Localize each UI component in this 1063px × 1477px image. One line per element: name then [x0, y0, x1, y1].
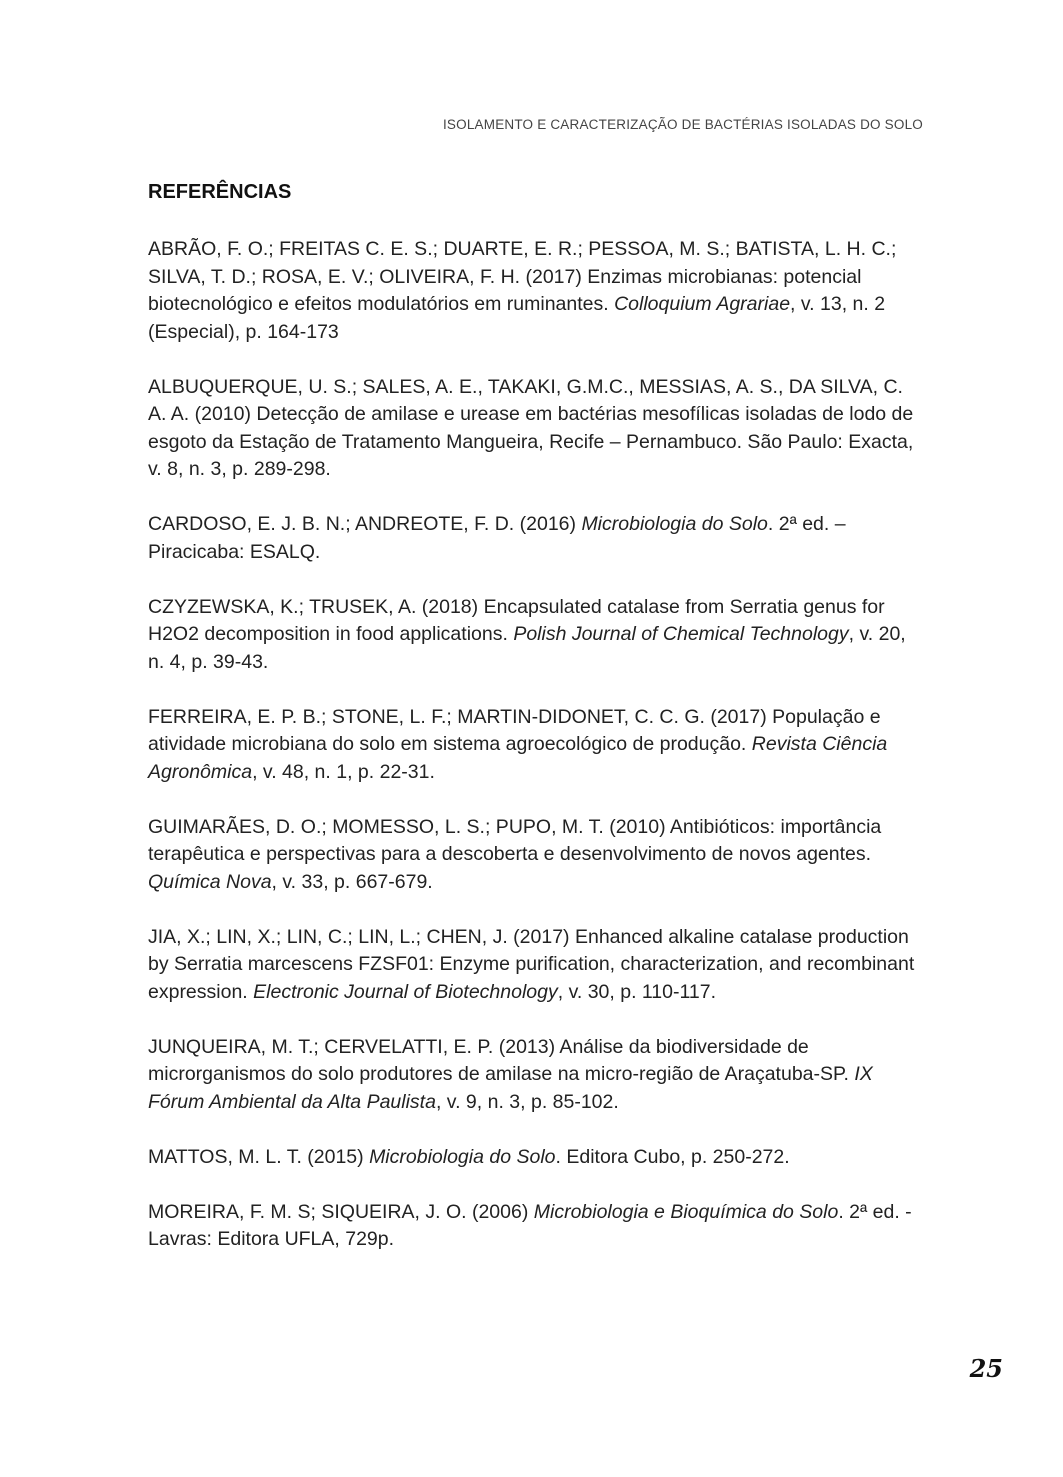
reference-item: [148, 594, 923, 677]
reference-source-title: Electronic Journal of Biotechnology: [253, 980, 558, 1003]
reference-item: [148, 1144, 923, 1172]
page-number: 25: [969, 1354, 1003, 1383]
reference-item: [148, 1199, 923, 1254]
reference-details: , v. 13, n. 2 (Especial), p. 164-173: [148, 293, 886, 343]
reference-source-title: Microbiologia e Bioquímica do Solo: [533, 1200, 839, 1223]
reference-text: CARDOSO, E. J. B. N.; ANDREOTE, F. D. (2016): [148, 513, 582, 535]
reference-text: MATTOS, M. L. T. (2015): [148, 1145, 370, 1168]
reference-text: ABRÃO, F. O.; FREITAS C. E. S.; DUARTE, E. R.; PESSOA, M. S.; BATISTA, L. H. C.; SILVA, T. D.; ROSA, E. V.; OLIVEIRA, F. H. (2017) Enzimas microbianas: potencial biotecnológico e efeitos modulatórios em ruminantes.: [148, 238, 897, 315]
reference-details: , v. 48, n. 1, p. 22-31.: [252, 760, 435, 783]
reference-details: , v. 20, n. 4, p. 39-43.: [148, 623, 906, 673]
reference-text: CZYZEWSKA, K.; TRUSEK, A. (2018) Encapsulated catalase from Serratia genus for H2O2 decomposition in food applications.: [148, 595, 885, 645]
reference-details: , v. 30, p. 110-117.: [557, 980, 717, 1003]
reference-details: . 2ª ed. – Piracicaba: ESALQ.: [148, 513, 846, 563]
reference-item: [148, 1034, 923, 1117]
reference-source-title: IX Fórum Ambiental da Alta Paulista: [148, 1063, 873, 1113]
reference-details: , v. 33, p. 667-679.: [271, 870, 433, 893]
section-title: REFERÊNCIAS: [148, 181, 292, 203]
reference-source-title: Química Nova: [148, 870, 272, 893]
reference-source-title: Polish Journal of Chemical Technology: [513, 623, 849, 645]
reference-list: [148, 236, 923, 1254]
reference-source-title: Microbiologia do Solo: [581, 513, 768, 535]
reference-source-title: Revista Ciência Agronômica: [148, 733, 888, 783]
reference-text: ALBUQUERQUE, U. S.; SALES, A. E., TAKAKI, G.M.C., MESSIAS, A. S., DA SILVA, C. A. A. (2010) Detecção de amilase e urease em bactérias mesofílicas isoladas de lodo de esgoto da Estação de Tratamento Mangueira, Recife – Pernambuco. São Paulo: Exacta, v. 8, n. 3, p. 289-298.: [148, 375, 914, 480]
reference-item: [148, 814, 923, 897]
reference-text: MOREIRA, F. M. S; SIQUEIRA, J. O. (2006): [148, 1200, 534, 1223]
reference-text: JUNQUEIRA, M. T.; CERVELATTI, E. P. (2013) Análise da biodiversidade de microrganismos do solo produtores de amilase na micro-região de Araçatuba-SP.: [148, 1035, 855, 1085]
reference-item: [148, 511, 923, 566]
reference-details: . 2ª ed. - Lavras: Editora UFLA, 729p.: [148, 1200, 912, 1250]
reference-item: [148, 924, 923, 1007]
reference-text: FERREIRA, E. P. B.; STONE, L. F.; MARTIN-DIDONET, C. C. G. (2017) População e atividade microbiana do solo em sistema agroecológico de produção.: [148, 705, 881, 755]
reference-source-title: Colloquium Agrariae: [614, 293, 791, 315]
reference-item: [148, 704, 923, 787]
reference-text: JIA, X.; LIN, X.; LIN, C.; LIN, L.; CHEN, J. (2017) Enhanced alkaline catalase production by Serratia marcescens FZSF01: Enzyme purification, characterization, and recombinant expression.: [148, 925, 915, 1003]
reference-item: [148, 236, 923, 346]
reference-details: , v. 9, n. 3, p. 85-102.: [435, 1090, 619, 1113]
reference-source-title: Microbiologia do Solo: [369, 1145, 556, 1168]
reference-item: [148, 374, 923, 484]
reference-text: GUIMARÃES, D. O.; MOMESSO, L. S.; PUPO, M. T. (2010) Antibióticos: importância terapêutica e perspectivas para a descoberta e desenvolvimento de novos agentes.: [148, 815, 882, 865]
references-section: [148, 178, 923, 1281]
running-header: ISOLAMENTO E CARACTERIZAÇÃO DE BACTÉRIAS ISOLADAS DO SOLO: [442, 117, 923, 132]
reference-details: . Editora Cubo, p. 250-272.: [555, 1145, 790, 1168]
